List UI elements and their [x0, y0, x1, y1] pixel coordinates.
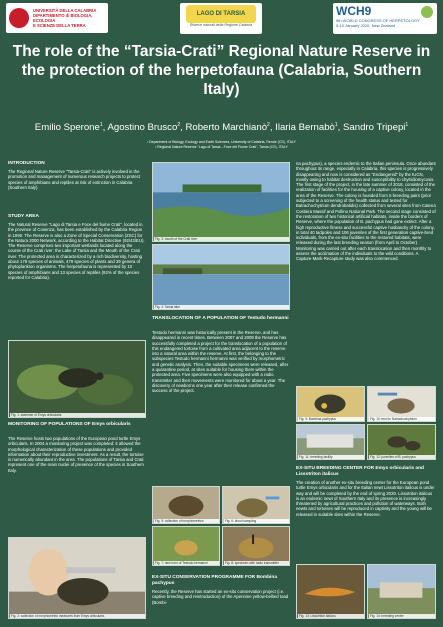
figure-14-caption: Fig. 14: breeding center: [369, 614, 436, 618]
figure-11-caption: Fig. 11: breeding facility: [298, 455, 365, 459]
congress-logo-date: 5-10 January 2020, New Zealand: [336, 23, 396, 28]
figure-2: [8, 537, 146, 619]
affiliation-2: ² Regional Nature Reserve "Lago di Tarsia - Foce del Fiume Crati", Tarsia (CS), ITALY: [155, 145, 288, 149]
affiliation-1: ¹ Department of Biology, Ecology and Earth Sciences, University of Calabria, Rende (CS), ITALY: [146, 140, 296, 144]
university-name: UNIVERSITÀ DELLA CALABRIA: [33, 8, 97, 13]
author: Roberto Marchianò$^2$: [185, 122, 270, 134]
section-heading-introduction: INTRODUCTION: [8, 161, 45, 166]
radio-transmitter-photo: [223, 527, 289, 565]
tarsia-lake-photo: [153, 245, 289, 309]
figure-6-caption: Fig. 6: blood sampling: [224, 519, 290, 523]
figure-10: [367, 386, 436, 422]
juveniles-photo: [368, 425, 435, 459]
section-heading-exsitu-lissotriton: EX-SITU BREEDING CENTER FOR Emys orbicularis and Lissotriton italicus: [296, 466, 424, 477]
turtle-photo: [9, 341, 145, 417]
author: Sandro Tripepi$^1$: [343, 122, 409, 134]
figure-1: [8, 340, 146, 418]
introduction-text: The Regional Nature Reserve "Tarsia-Crati" is actively involved in the promotion and management of numerous research projects to protect species of amphibians and reptiles at risk of extinction in Calabria (Southern Italy).: [8, 169, 141, 190]
author: Agostino Brusco$^2$: [107, 122, 181, 134]
figure-2-caption: Fig. 2: collection of morphometric measures from Emys orbicularis: [10, 614, 146, 618]
newborn-tortoise-photo: [153, 527, 219, 565]
department-line-2: E SCIENZE DELLA TERRA: [33, 23, 86, 28]
congress-logo-subtitle: 9th WORLD CONGRESS OF HERPETOLOGY: [336, 18, 420, 23]
author-list: Emilio Sperone$^1$, Agostino Brusco$^2$, Roberto Marchianò$^2$, Ilaria Bernabò$^1$, Sandro Tripepi$^1$: [34, 122, 409, 134]
author: Emilio Sperone$^1$: [34, 122, 103, 134]
figure-14: [367, 564, 436, 619]
poster-title: The role of the “Tarsia-Crati” Regional Nature Reserve in the protection of the herpetofauna (Calabria, Southern Italy): [12, 43, 431, 98]
author: Ilaria Bernabò$^1$: [275, 122, 338, 134]
monitoring-text: The Reserve hosts two populations of the European pond turtle Emys orbicularis. In 2004 a monitoring project was completed: it allowed the morphological characterization of these populations and provided information about their reproductive investment. As a result, the tortoise is numerically abundant in the area. The populations of Tarsia and Crati represent one of the main nuclei of presence of the species in Southern Italy.: [8, 436, 144, 473]
globe-icon: [421, 6, 433, 18]
figure-9: [296, 386, 365, 422]
river-mouth-photo: [153, 163, 289, 241]
figure-12-caption: Fig. 12: juveniles of B. pachypus: [369, 455, 436, 459]
bombina-photo: [297, 387, 364, 421]
university-seal-icon: [9, 8, 29, 28]
blood-sampling-photo: [223, 487, 289, 523]
figure-8: [222, 526, 290, 566]
figure-10-caption: Fig. 10: test for Batrachochytrium: [369, 417, 436, 421]
department-line-1: DIPARTIMENTO di BIOLOGIA, ECOLOGIA: [33, 13, 93, 23]
section-heading-exsitu-bombina: EX-SITU CONSERVATION PROGRAMME FOR Bombina pachypus: [152, 575, 277, 586]
chytrid-test-photo: [368, 387, 435, 421]
figure-5: [152, 486, 220, 524]
figure-12: [367, 424, 436, 460]
section-heading-translocation: TRANSLOCATION OF A POPULATION OF Testudo hermanni: [152, 316, 289, 321]
congress-logo-title: WCH9: [336, 4, 372, 18]
figure-4-caption: Fig. 4: Tarsia lake: [154, 305, 290, 309]
figure-7: [152, 526, 220, 566]
morphometrics-photo: [153, 487, 219, 523]
figure-4: [152, 244, 290, 310]
section-heading-study-area: STUDY AREA: [8, 214, 39, 219]
bombina-text: na pachypus), a species endemic to the Italian peninsula. Once abundant throughout its range, especially in Calabria, this species is progressively disappearing and now is considered as "Endangered" by the IUCN, mostly owing to habitat destruction and susceptibility to chytridiomycosis. The first stage of the project, in the late summer of 2018, consisted of the realization of facilities for the housing of a captive colony, located in the area of the Reserve. The colony is founded from 5 breeding pairs (prior subjected to a screening of the health status and tested for Batrachochytrium dendrobatidis) collected from several sites from Catena Costiera Massif and Pollino National Park. The second stage consisted of the restoration of two historical artificial habitats, inside the borders of Reserve, where the population of B. pachypus had gone extinct. After a high reproductive fitness and successful captive husbandry of the colony, in total 40 tadpoles and 106 juveniles of the first generation captive-bred individuals, from the ex-situ facilities to the restored habitats, were released during the last breeding season (from April to October). Monitoring was carried out after each translocation and then monthly to assess the acclimation of the individuals to the wild conditions. A Capture-Mark-Recapture study was also commenced.: [296, 161, 436, 262]
figure-7-caption: Fig. 7: new born of Testudo hermanni: [154, 561, 220, 565]
figure-13: [296, 564, 365, 619]
section-heading-monitoring: MONITORING OF POPULATIONS OF Emys orbicularis: [8, 422, 131, 427]
reserve-logo-caption: Riserve naturali della Regione Calabria: [189, 23, 253, 27]
study-area-text: The Natural Reserve "Lago di Tarsia e Foce del fiume Crati", located in the province of Cosenza, has been established by the Calabria Region in 1990. The Reserve is also a Zone of Special Conservation (ZSC) for the Natura 2000 Network, according to the Habitat Directive (92/43/EU). The Reserve comprises two important wetlands located along the course of the Crati river: the Lake of Tarsia and the Mouth of the Crati river. The protected area is characterized by a rich biodiversity, hosting about 179 species of animals, 479 species of plants and 39 genera of phytoplankton organisms. The herpetofauna is represented by 10 species of amphibians and 13 species of reptiles (92% of the species reported for Calabria).: [8, 222, 145, 280]
reserve-logo-mark: LAGO DI TARSIA: [186, 5, 256, 23]
newt-photo: [297, 565, 364, 618]
translocation-text: Testudo hermanni was historically present in the Reserve, and has disappeared in recent times. Between 2007 and 2009 the Reserve has successfully completed a project for the translocation of a population of this endangered tortoise from a cultivated area adjacent to the reserve into a natural area within the reserve. At first, the belonging to the subspecies Testudo hermanni hermanni was verified by morphometric and genetic analysis. Then, the suitable specimens were released, after a quarantine period, at sites suitable for housing them within the protected area. Five specimens were also equipped with a radio transmitter and their movements were monitored for about a year. The discovery of newborns one year after their release confirmed the success of the project.: [152, 330, 289, 394]
figure-9-caption: Fig. 9: Bombina pachypus: [298, 417, 365, 421]
figure-5-caption: Fig. 5: collection of morphometrics: [154, 519, 220, 523]
university-logo: [6, 3, 108, 33]
lissotriton-text: The creation of another ex-situ breeding center for the European pond turtle Emys orbicularis and for the Italian newt Lissotriton italicus is under way and will be completed by the end of spring 2020. Lissotriton italicus is an endemic newt of Southern Italy and its presence is increasingly threatened by agricultural practices and pollution of waterways. Both newts and tortoises will be reproduced in captivity and the young will be released in suitable sites within the Reserve.: [296, 480, 435, 517]
breeding-facility-photo: [297, 425, 364, 459]
exsitu-bombina-text: Recently, the Reserve has started an ex-situ conservation project (i.e. captive breeding and reintroduction) of the Apennine yellow-bellied toad (Bombi-: [152, 589, 289, 605]
congress-logo: [333, 3, 437, 34]
figure-6: [222, 486, 290, 524]
figure-3-caption: Fig. 3: mouth of the Crati river: [154, 237, 290, 241]
figure-8-caption: Fig. 8: specimen with radio transmitter: [224, 561, 290, 565]
figure-11: [296, 424, 365, 460]
breeding-center-photo: [368, 565, 435, 618]
affiliations: [4, 140, 439, 150]
figure-1-caption: Fig. 1: swimmer of Emys orbicularis: [10, 413, 146, 417]
figure-3: [152, 162, 290, 242]
measurement-photo: [9, 538, 145, 618]
figure-13-caption: Fig. 13: Lissotriton italicus: [298, 614, 365, 618]
reserve-logo: [180, 3, 262, 34]
